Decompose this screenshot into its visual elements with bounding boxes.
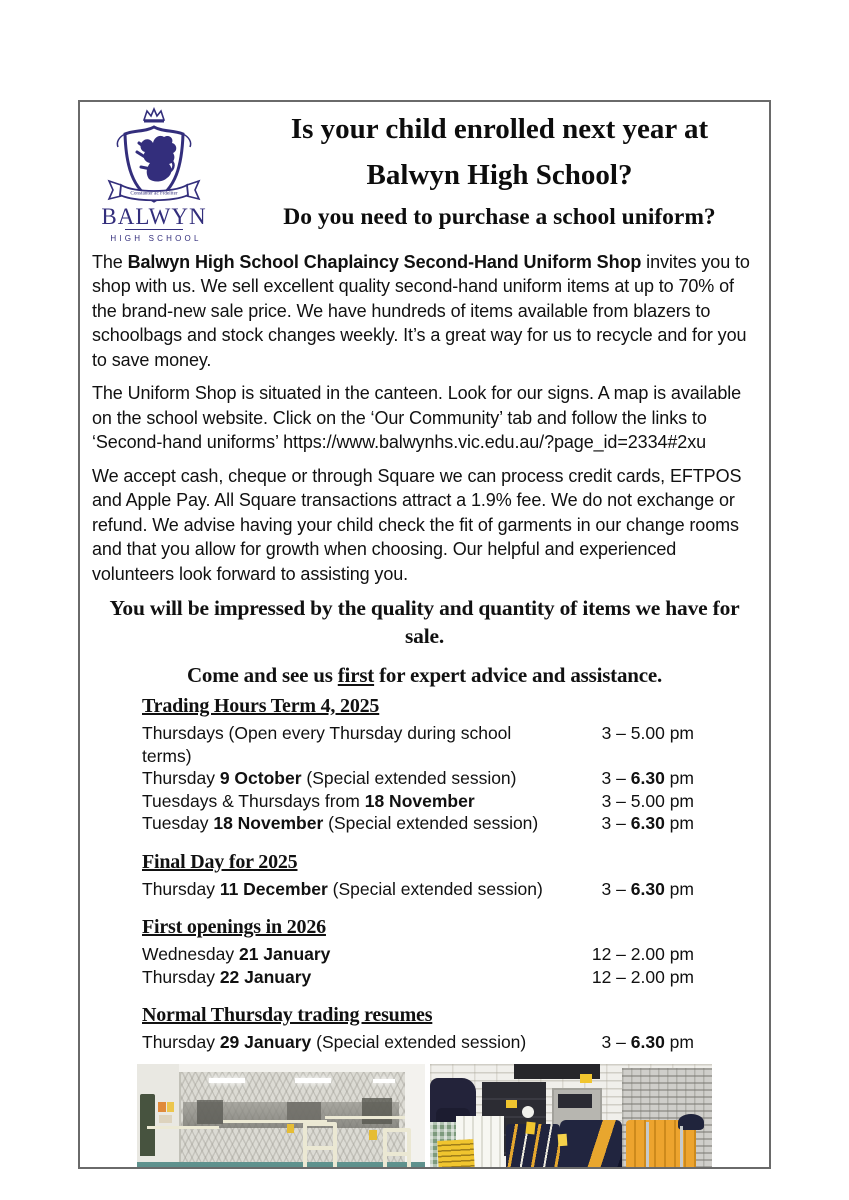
logo-motto: Constanter ac Fideliter bbox=[130, 190, 178, 197]
wall-poster bbox=[167, 1102, 174, 1112]
come-post: for expert advice and assistance. bbox=[374, 663, 663, 688]
yellow-sign bbox=[437, 1139, 475, 1169]
intro-text-rest: invites you to shop with us. We sell excellent quality second-hand uniform items at up to 70% of the brand-new sale price. We have hundreds of items available from blazers to schoolbags and stock changes weekly. It’s a great way for us to recycle and for you to save money. bbox=[92, 252, 750, 370]
price-tag bbox=[525, 1121, 535, 1134]
crown-icon bbox=[144, 109, 164, 122]
wall-poster bbox=[158, 1102, 166, 1112]
row-label: Tuesdays & Thursdays from 18 November bbox=[142, 790, 475, 811]
shelf-box bbox=[197, 1100, 223, 1124]
row-time: 3 – 5.00 pm bbox=[601, 790, 694, 811]
row-label: Thursday 11 December (Special extended session) bbox=[142, 878, 543, 899]
price-tag bbox=[287, 1124, 294, 1133]
schedule-row bbox=[142, 767, 694, 790]
row-time: 3 – 5.00 pm bbox=[601, 723, 694, 744]
rack-frame bbox=[303, 1122, 337, 1169]
section-title-normal-trading: Normal Thursday trading resumes bbox=[142, 1004, 433, 1027]
location-paragraph: The Uniform Shop is situated in the canteen. Look for our signs. A map is available on the school website. Click on the ‘Our Community’ tab and follow the links to ‘Second-hand uniforms’ https://www.balwynhs.vic.edu.au/?page_id=2334#2xu bbox=[92, 383, 742, 453]
schedule-row bbox=[142, 943, 694, 966]
schedule-row bbox=[142, 966, 694, 989]
page-subtitle: Do you need to purchase a school uniform? bbox=[283, 203, 716, 230]
schedule-row bbox=[142, 812, 694, 835]
schedule-row bbox=[142, 1031, 694, 1054]
come-see-us-heading bbox=[80, 663, 769, 688]
row-label: Thursdays (Open every Thursday during school terms) bbox=[142, 723, 512, 766]
payment-paragraph: We accept cash, cheque or through Square we can process credit cards, EFTPOS and Apple Pay. All Square transactions attract a 1.9% fee. We do not exchange or refund. We advise having your child check the fit of garments in our change rooms and that you allow for growth when choosing. Our helpful and experienced volunteers look forward to assisting you. bbox=[92, 465, 742, 584]
rack-pole bbox=[646, 1122, 649, 1169]
section-title-final-day: Final Day for 2025 bbox=[142, 850, 298, 873]
row-time: 3 – 6.30 pm bbox=[601, 813, 694, 834]
shelf-box bbox=[287, 1102, 321, 1122]
row-label: Thursday 9 October (Special extended session) bbox=[142, 768, 517, 789]
page-title-line2: Balwyn High School? bbox=[366, 158, 633, 191]
schedule-row bbox=[142, 878, 694, 901]
row-label: Tuesday 18 November (Special extended session) bbox=[142, 813, 539, 834]
ceiling-light bbox=[373, 1079, 395, 1083]
wall-poster bbox=[159, 1115, 172, 1123]
sport-jacket bbox=[560, 1120, 622, 1169]
rack-frame bbox=[383, 1128, 411, 1169]
page-title-line1: Is your child enrolled next year at bbox=[290, 113, 709, 145]
row-label: Thursday 22 January bbox=[142, 966, 312, 987]
logo-school-type: HIGH SCHOOL bbox=[110, 234, 202, 243]
price-tag bbox=[580, 1074, 592, 1083]
school-logo bbox=[98, 107, 210, 247]
intro-paragraph bbox=[80, 250, 769, 372]
row-time: 3 – 6.30 pm bbox=[601, 1032, 694, 1053]
row-time: 12 – 2.00 pm bbox=[591, 966, 694, 987]
schedule-row bbox=[142, 722, 694, 767]
section-title-first-openings: First openings in 2026 bbox=[142, 916, 326, 939]
row-label: Thursday 29 January (Special extended session) bbox=[142, 1032, 527, 1053]
shop-photos bbox=[137, 1064, 769, 1169]
hanger-tops bbox=[522, 1106, 534, 1118]
first-underlined: first bbox=[337, 663, 375, 688]
price-tag bbox=[369, 1130, 377, 1140]
shop-photo-right bbox=[430, 1064, 712, 1169]
shelf-items bbox=[558, 1094, 592, 1108]
row-time: 12 – 2.00 pm bbox=[591, 944, 694, 965]
shop-photo-left bbox=[137, 1064, 425, 1169]
come-pre: Come and see us bbox=[186, 663, 338, 688]
shop-name-bold: Balwyn High School Chaplaincy Second-Hand Uniform Shop bbox=[127, 252, 642, 272]
row-time: 3 – 6.30 pm bbox=[601, 878, 694, 899]
clothes-rack bbox=[147, 1126, 219, 1163]
flyer-document bbox=[78, 100, 771, 1169]
intro-text: The bbox=[92, 252, 128, 272]
ceiling-light bbox=[209, 1078, 245, 1083]
row-label: Wednesday 21 January bbox=[142, 944, 331, 965]
header-titles bbox=[238, 106, 761, 231]
price-tag bbox=[506, 1100, 517, 1108]
ceiling-light bbox=[295, 1078, 331, 1083]
flyer-header bbox=[80, 102, 769, 250]
row-time: 3 – 6.30 pm bbox=[601, 768, 694, 789]
price-tag bbox=[558, 1133, 568, 1146]
logo-school-name: BALWYN bbox=[101, 204, 207, 229]
rack-pole bbox=[680, 1126, 683, 1169]
quality-heading: You will be impressed by the quality and quantity of items we have for sale. bbox=[109, 596, 740, 648]
section-title-term4: Trading Hours Term 4, 2025 bbox=[142, 695, 380, 718]
hanging-clothes bbox=[147, 1129, 219, 1163]
trading-schedule bbox=[142, 695, 694, 1054]
schedule-row bbox=[142, 790, 694, 813]
